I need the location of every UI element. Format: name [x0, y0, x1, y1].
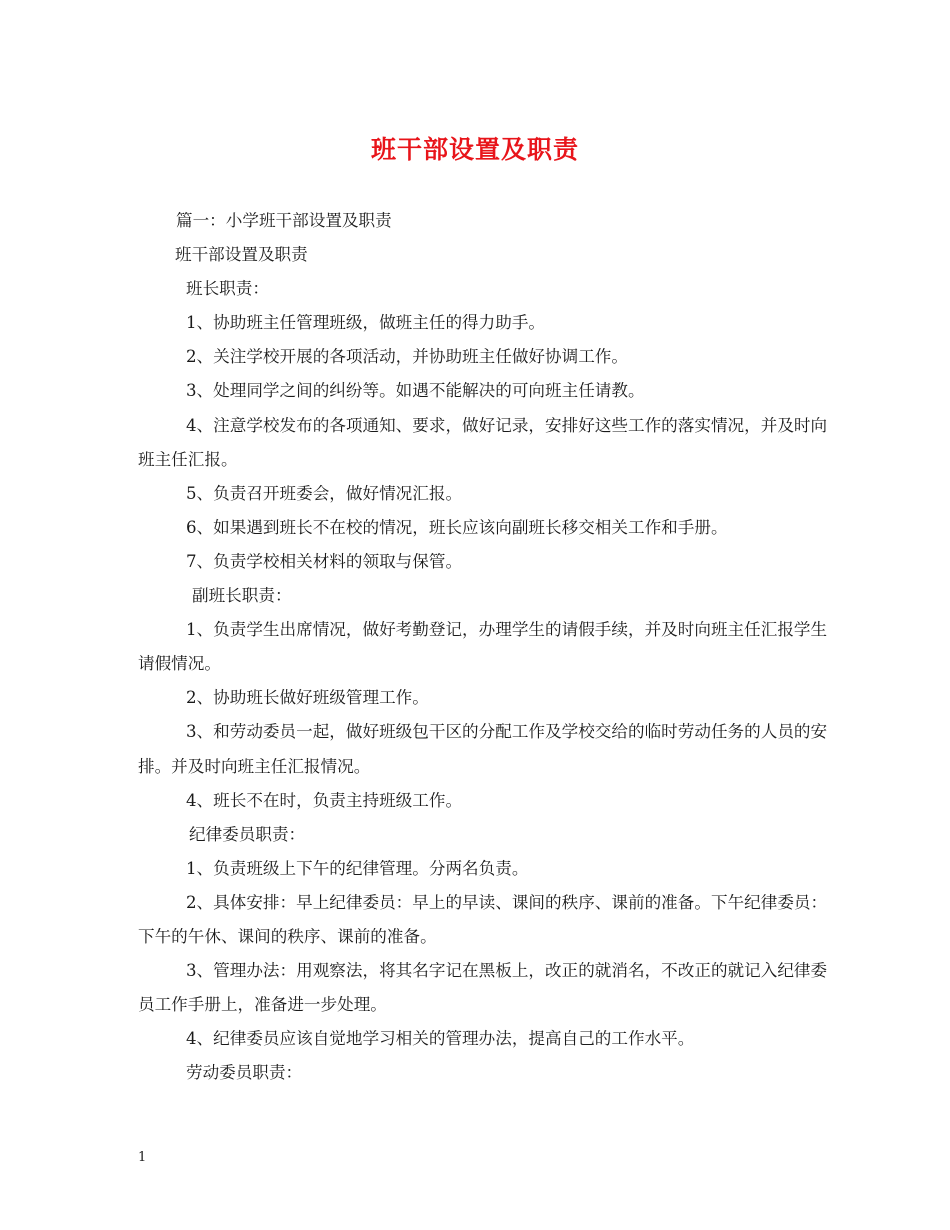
list-item: 3、处理同学之间的纠纷等。如遇不能解决的可向班主任请教。: [186, 381, 645, 401]
list-item: 1、负责班级上下午的纪律管理。分两名负责。: [186, 858, 529, 878]
list-item: 2、协助班长做好班级管理工作。: [186, 688, 429, 708]
list-item: 3、和劳动委员一起，做好班级包干区的分配工作及学校交给的临时劳动任务的人员的安排。并及时向班主任汇报情况。: [138, 722, 828, 776]
heading-labor-duties: 劳动委员职责：: [186, 1063, 303, 1083]
subtitle: 班干部设置及职责: [175, 245, 308, 265]
list-item: 4、班长不在时，负责主持班级工作。: [186, 790, 463, 810]
section-heading: 篇一：小学班干部设置及职责: [176, 211, 392, 230]
list-item: 2、关注学校开展的各项活动，并协助班主任做好协调工作。: [186, 347, 628, 367]
heading-vice-monitor-duties: 副班长职责：: [192, 586, 292, 606]
document-title: 班干部设置及职责: [370, 135, 579, 164]
list-item: 4、注意学校发布的各项通知、要求，做好记录，安排好这些工作的落实情况，并及时向班主任汇报。: [138, 415, 828, 469]
heading-discipline-duties: 纪律委员职责：: [189, 824, 306, 844]
list-item: 3、管理办法：用观察法，将其名字记在黑板上，改正的就消名，不改正的就记入纪律委员工作手册上，准备进一步处理。: [138, 961, 828, 1015]
list-item: 6、如果遇到班长不在校的情况，班长应该向副班长移交相关工作和手册。: [186, 517, 728, 537]
list-item: 5、负责召开班委会，做好情况汇报。: [186, 483, 463, 503]
list-item: 7、负责学校相关材料的领取与保管。: [186, 551, 463, 571]
list-item: 4、纪律委员应该自觉地学习相关的管理办法，提高自己的工作水平。: [186, 1029, 695, 1049]
heading-monitor-duties: 班长职责：: [186, 279, 269, 299]
page-number: 1: [138, 1150, 147, 1165]
list-item: 1、负责学生出席情况，做好考勤登记，办理学生的请假手续，并及时向班主任汇报学生请假情况。: [138, 620, 828, 674]
list-item: 2、具体安排：早上纪律委员：早上的早读、课间的秩序、课前的准备。下午纪律委员：下午的午休、课间的秩序、课前的准备。: [138, 892, 828, 946]
list-item: 1、协助班主任管理班级，做班主任的得力助手。: [186, 313, 546, 333]
document-body: [138, 204, 828, 1090]
